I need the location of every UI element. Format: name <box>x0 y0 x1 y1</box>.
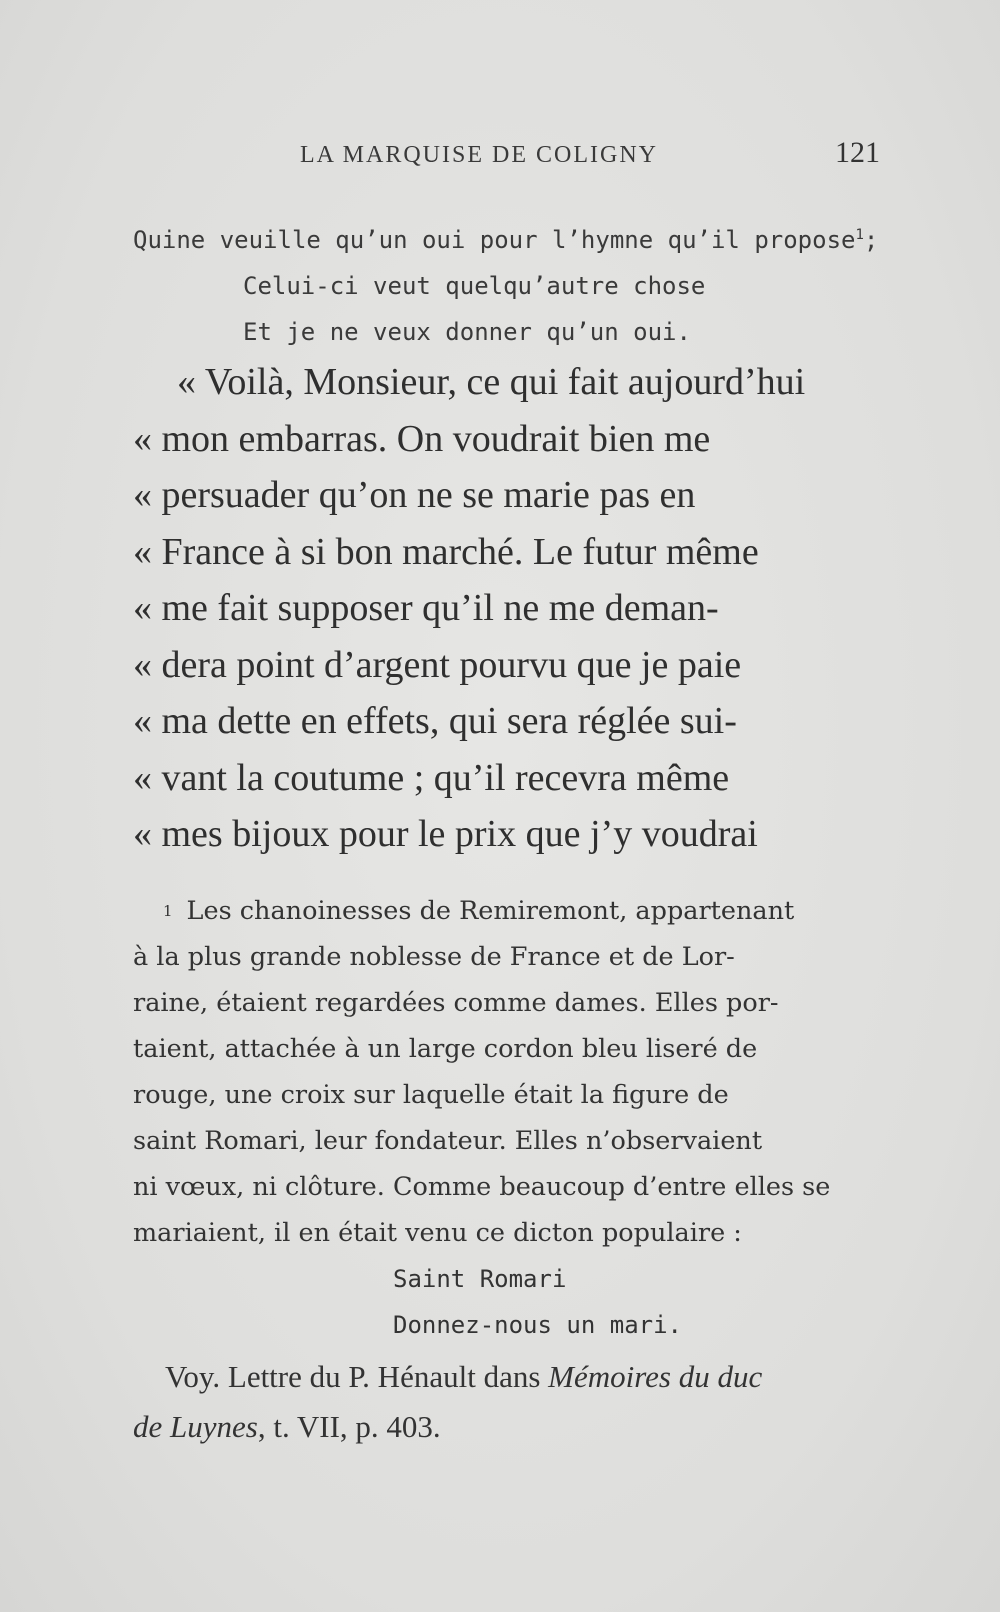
text-line: « persuader qu’on ne se marie pas en <box>133 474 696 516</box>
text-line: « ma dette en effets, qui sera réglée sui- <box>133 700 737 742</box>
reference-line: de Luynes, t. VII, p. 403. <box>133 1409 441 1444</box>
verse-block <box>133 212 883 355</box>
footnote-line: taient, attachée à un large cordon bleu liseré de <box>133 1034 758 1064</box>
footnote-line: rouge, une croix sur laquelle était la figure de <box>133 1080 729 1110</box>
verse-line: Celui-ci veut quelqu’autre chose <box>243 272 706 300</box>
text-line: « vant la coutume ; qu’il recevra même <box>133 756 730 799</box>
footnote-line: raine, étaient regardées comme dames. Elles por- <box>133 988 779 1018</box>
footnote-line: saint Romari, leur fondateur. Elles n’observaient <box>133 1126 763 1156</box>
footnote-line: à la plus grande noblesse de France et de Lor- <box>133 942 735 972</box>
footnote-block <box>133 888 883 1348</box>
work-title: Mémoires du duc <box>548 1359 763 1394</box>
quoted-saying-line: Donnez-nous un mari. <box>393 1311 682 1339</box>
text-line: « France à si bon marché. Le futur même <box>133 530 759 573</box>
text-line: « me fait supposer qu’il ne me deman- <box>133 587 719 629</box>
verse-line: Quine veuille qu’un oui pour l’hymne qu’il propose$^1$; <box>133 226 879 254</box>
main-paragraph <box>133 354 883 863</box>
running-title: LA MARQUISE DE COLIGNY <box>300 142 658 168</box>
footnote-line: mariaient, il en était venu ce dicton populaire : <box>133 1218 742 1248</box>
work-title: de Luynes <box>133 1409 258 1444</box>
footnote-line: 1 Les chanoinesses de Remiremont, appartenant <box>133 888 883 934</box>
text-line: « Voilà, Monsieur, ce qui fait aujourd’hui <box>177 361 806 403</box>
footnote-line: ni vœux, ni clôture. Comme beaucoup d’entre elles se <box>133 1172 831 1202</box>
bibliographic-reference <box>133 1352 883 1452</box>
footnote-marker: 1 <box>163 902 173 920</box>
reference-line: Voy. Lettre du P. Hénault dans Mémoires du duc <box>165 1359 763 1394</box>
text-line: « dera point d’argent pourvu que je paie <box>133 643 742 686</box>
verse-line: Et je ne veux donner qu’un oui. <box>243 318 691 346</box>
quoted-saying-line: Saint Romari <box>393 1265 567 1293</box>
page-number: 121 <box>835 136 880 169</box>
text-line: « mes bijoux pour le prix que j’y voudrai <box>133 813 758 855</box>
text-line: « mon embarras. On voudrait bien me <box>133 417 711 460</box>
page-header <box>300 138 880 178</box>
footnote-reference: 1 <box>855 227 864 243</box>
